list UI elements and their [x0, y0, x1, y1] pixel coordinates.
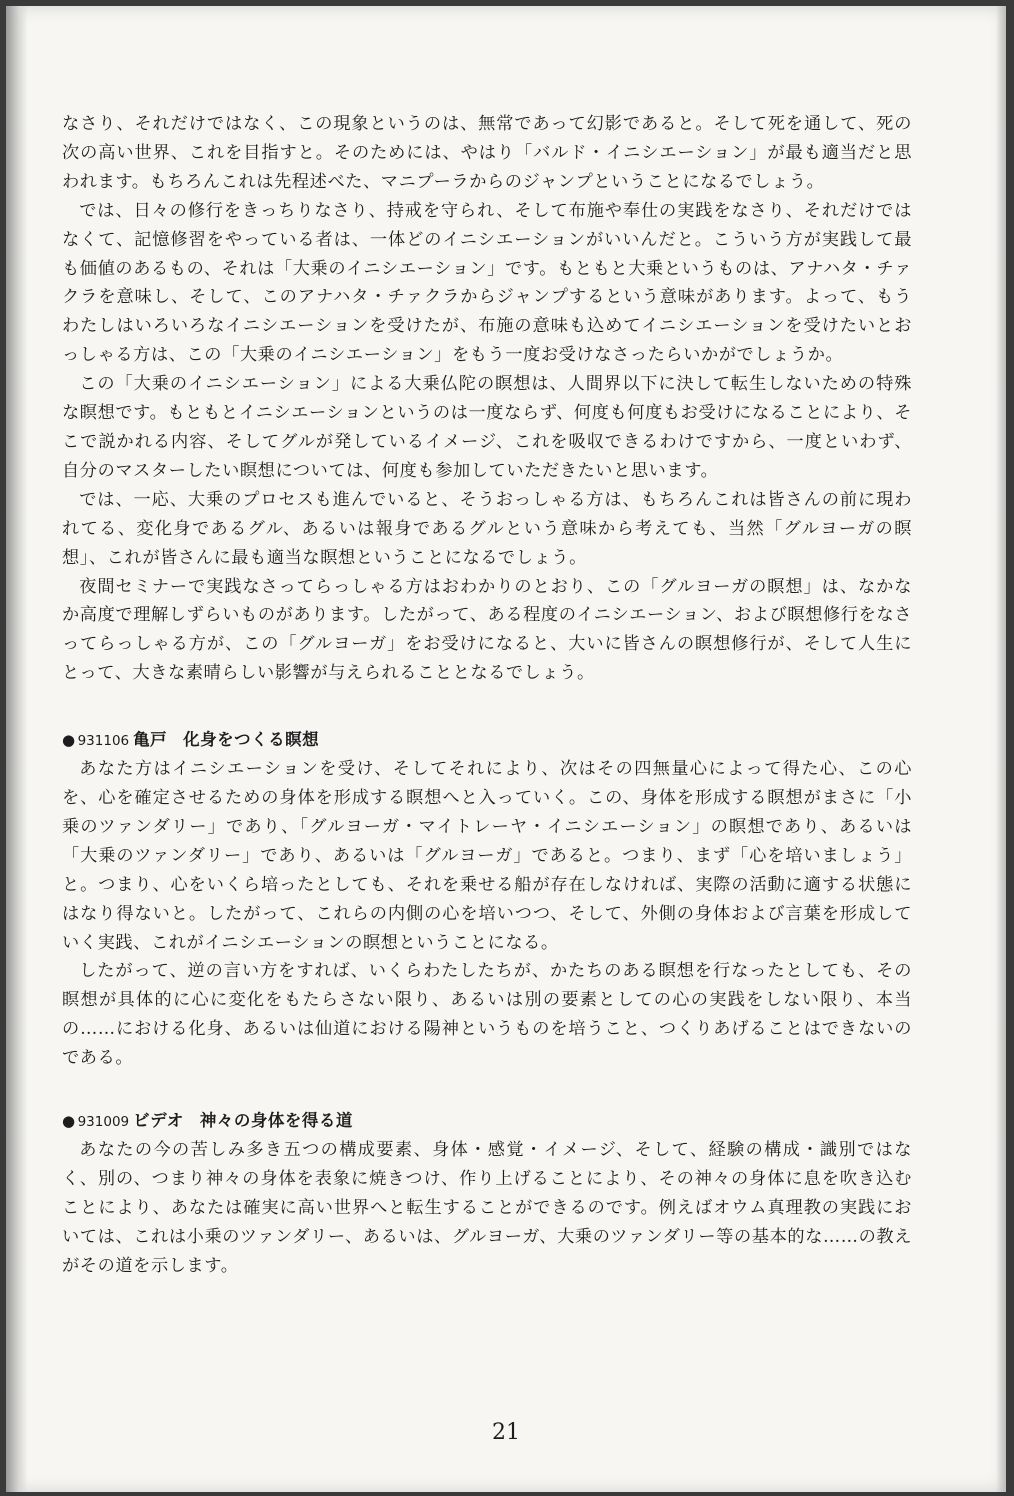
section-heading — [62, 726, 912, 755]
book-page — [6, 6, 1006, 1492]
paragraph: あなたの今の苦しみ多き五つの構成要素、身体・感覚・イメージ、そして、経験の構成・識別ではなく、別の、つまり神々の身体を表象に焼きつけ、作り上げることにより、その神々の身体に息を吹き込むことにより、あなたは確実に高い世界へと転生することができるのです。例えばオウム真理教の実践においては、これは小乗のツァンダリー、あるいは、グルヨーガ、大乗のツァンダリー等の基本的な……の教えがその道を示します。 — [62, 1140, 912, 1276]
paragraph: では、日々の修行をきっちりなさり、持戒を守られ、そして布施や奉仕の実践をなさり、それだけではなくて、記憶修習をやっている者は、一体どのイニシエーションがいいんだと。こういう方が実践して最も価値のあるもの、それは「大乗のイニシエーション」です。もともと大乗というものは、アナハタ・チァクラを意味し、そして、このアナハタ・チァクラからジャンプするという意味があります。よって、もうわたしはいろいろなイニシエーションを受けたが、布施の意味も込めてイニシエーションを受けたいとおっしゃる方は、この「大乗のイニシエーション」をもう一度お受けなさったらいかがでしょうか。 — [62, 200, 912, 366]
paragraph: 夜間セミナーで実践なさってらっしゃる方はおわかりのとおり、この「グルヨーガの瞑想」は、なかなか高度で理解しずらいものがあります。したがって、ある程度のイニシエーション、および瞑想修行をなさってらっしゃる方が、この「グルヨーガ」をお受けになると、大いに皆さんの瞑想修行が、そして人生にとって、大きな素晴らしい影響が与えられることとなるでしょう。 — [62, 576, 912, 684]
section-place: ビデオ — [133, 1111, 184, 1131]
paragraph: したがって、逆の言い方をすれば、いくらわたしたちが、かたちのある瞑想を行なったとしても、その瞑想が具体的に心に変化をもたらさない限り、あるいは別の要素としての心の実践をしない限り、本当の……における化身、あるいは仙道における陽神というものを培うこと、つくりあげることはできないのである。 — [62, 961, 912, 1069]
section-title: 化身をつくる瞑想 — [183, 730, 320, 750]
paragraph: あなた方はイニシエーションを受け、そしてそれにより、次はその四無量心によって得た心、この心を、心を確定させるための身体を形成する瞑想へと入っていく。この、身体を形成する瞑想がまさに「小乗のツァンダリー」であり、「グルヨーガ・マイトレーヤ・イニシエーション」の瞑想であり、あるいは「大乗のツァンダリー」であり、あるいは「グルヨーガ」であると。つまり、まず「心を培いましょう」と。つまり、心をいくら培ったとしても、それを乗せる船が存在しなければ、実際の活動に適する状態にはなり得ないと。したがって、これらの内側の心を培いつつ、そして、外側の身体および言葉を形成していく実践、これがイニシエーションの瞑想ということになる。 — [62, 759, 912, 953]
page-binding-shadow — [6, 6, 28, 1492]
paragraph-continued: なさり、それだけではなく、この現象というのは、無常であって幻影であると。そして死を通して、死の次の高い世界、これを目指すと。そのためには、やはり「バルド・イニシエーション」が最も適当だと思われます。もちろんこれは先程述べた、マニプーラからのジャンプということになるでしょう。 — [62, 114, 912, 192]
bullet-icon: ● — [62, 1112, 76, 1131]
page-body — [62, 110, 912, 1281]
section-date-code: 931106 — [77, 733, 130, 750]
section-title: 神々の身体を得る道 — [199, 1111, 353, 1131]
paragraph: では、一応、大乗のプロセスも進んでいると、そうおっしゃる方は、もちろんこれは皆さんの前に現われてる、変化身であるグル、あるいは報身であるグルという意味から考えても、当然「グルヨーガの瞑想」、これが皆さんに最も適当な瞑想ということになるでしょう。 — [62, 489, 912, 568]
page-number: 21 — [492, 1420, 520, 1445]
paragraph: この「大乗のイニシエーション」による大乗仏陀の瞑想は、人間界以下に決して転生しないための特殊な瞑想です。もともとイニシエーションというのは一度ならず、何度も何度もお受けになることにより、そこで説かれる内容、そしてグルが発しているイメージ、これを吸収できるわけですから、一度といわず、自分のマスターしたい瞑想については、何度も参加していただきたいと思います。 — [62, 374, 912, 481]
section-heading — [62, 1107, 912, 1136]
bullet-icon: ● — [62, 731, 76, 750]
section-date-code: 931009 — [77, 1114, 130, 1131]
page-edge-shadow — [996, 6, 1006, 1492]
section-place: 亀戸 — [133, 730, 168, 750]
